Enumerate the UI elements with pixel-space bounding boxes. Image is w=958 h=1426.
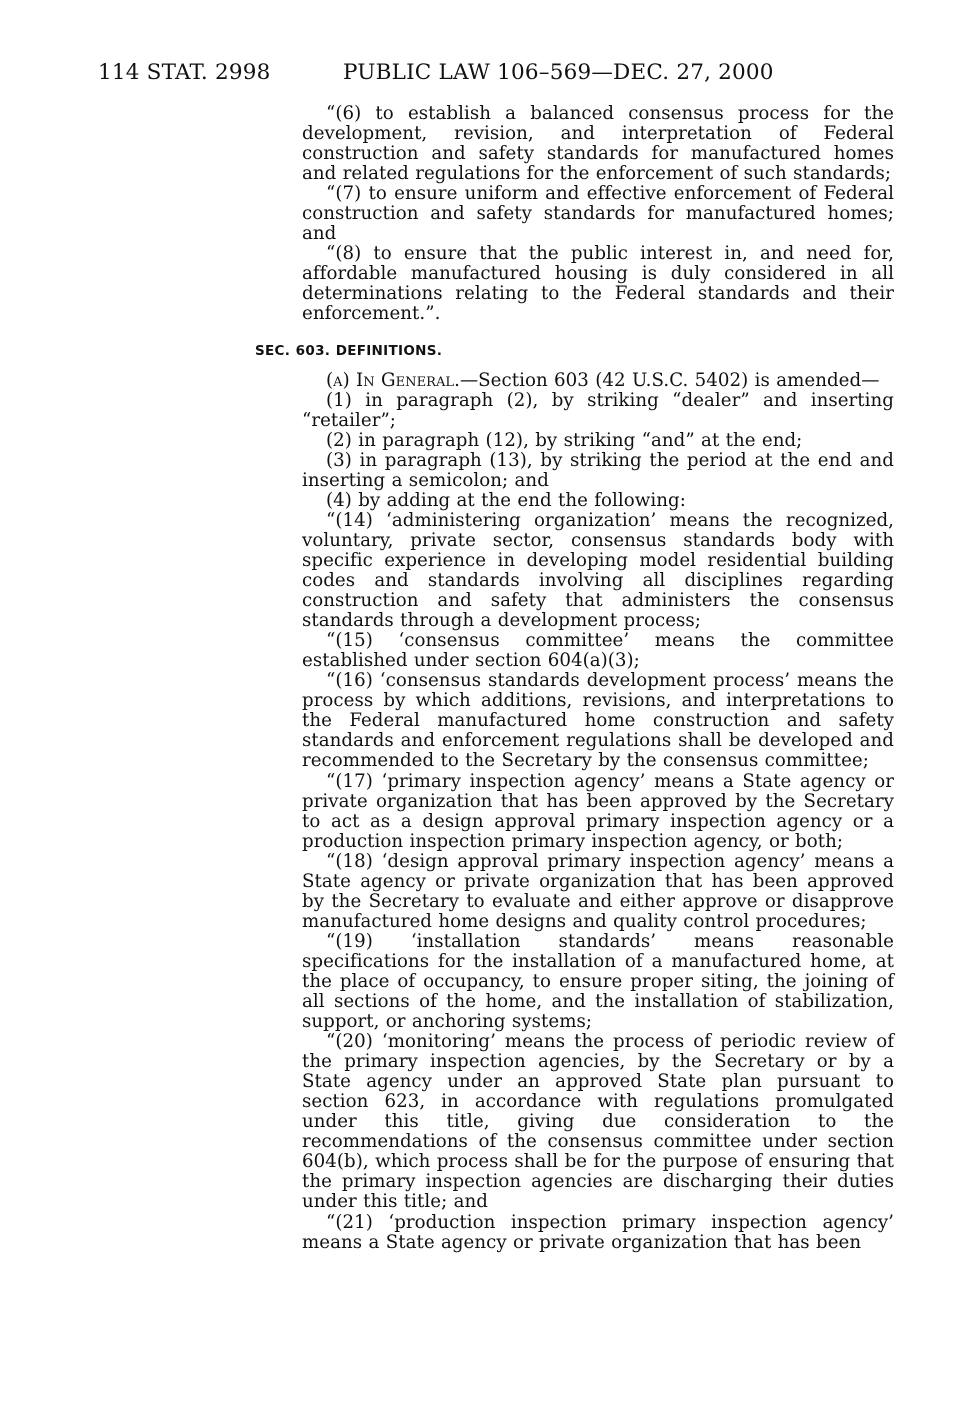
amendment-item-3: (3) in paragraph (13), by striking the period at the end and inserting a semicolon; and [302,449,894,491]
subsection-a-label: (a) In General. [326,369,460,391]
definition-18: “(18) ‘design approval primary inspection agency’ means a State agency or private organization that has been approved by the Secretary to evaluate and either approve or disapprove manufactured home designs and quality control procedures; [302,850,894,932]
section-heading: SEC. 603. DEFINITIONS. [255,342,443,359]
amendment-item-1: (1) in paragraph (2), by striking “dealer” and inserting “retailer”; [302,389,894,431]
paragraph-8: “(8) to ensure that the public interest in, and need for, affordable manufactured housing is duly considered in all determinations relating to the Federal standards and their enforcement.”. [302,243,894,325]
amendment-item-2: (2) in paragraph (12), by striking “and” at the end; [326,429,803,451]
definition-21: “(21) ‘production inspection primary inspection agency’ means a State agency or private organization that has been [302,1211,894,1253]
definition-19: “(19) ‘installation standards’ means reasonable specifications for the installation of a manufactured home, at the place of occupancy, to ensure proper siting, the joining of all sections of the home, and the installation of stabilization, support, or anchoring systems; [302,930,894,1033]
definition-17: “(17) ‘primary inspection agency’ means a State agency or private organization that has been approved by the Secretary to act as a design approval primary inspection agency or a production inspection primary inspection agency, or both; [302,770,894,852]
definition-14: “(14) ‘administering organization’ means the recognized, voluntary, private sector, consensus standards body with specific experience in developing model residential building codes and standards involving all disciplines regarding construction and safety that administers the consensus standards through a development process; [302,509,894,632]
definition-20: “(20) ‘monitoring’ means the process of periodic review of the primary inspection agencies, by the Secretary or by a State agency under an approved State plan pursuant to section 623, in accordance with regulations promulgated under this title, giving due consideration to the recommendations of the consensus committee under section 604(b), which process shall be for the purpose of ensuring that the primary inspection agencies are discharging their duties under this title; and [302,1031,894,1213]
public-law-title: PUBLIC LAW 106–569—DEC. 27, 2000 [343,60,774,85]
paragraph-6: “(6) to establish a balanced consensus process for the development, revision, and interpretation of Federal construction and safety standards for manufactured homes and related regulations for the enforcement of such standards; [302,103,894,185]
subsection-a-text: —Section 603 (42 U.S.C. 5402) is amended— [459,369,880,391]
running-header [98,60,898,90]
definition-16: “(16) ‘consensus standards development process’ means the process by which additions, revisions, and interpretations to the Federal manufactured home construction and safety standards and enforcement regulations shall be developed and recommended to the Secretary by the consensus committee; [302,670,894,772]
definition-15: “(15) ‘consensus committee’ means the committee established under section 604(a)(3); [302,630,894,672]
amendment-item-4: (4) by adding at the end the following: [326,489,686,511]
body-text [255,103,894,1253]
paragraph-7: “(7) to ensure uniform and effective enforcement of Federal construction and safety standards for manufactured homes; and [302,183,894,245]
subsection-a [302,371,894,391]
stat-page-reference: 114 STAT. 2998 [98,60,271,85]
